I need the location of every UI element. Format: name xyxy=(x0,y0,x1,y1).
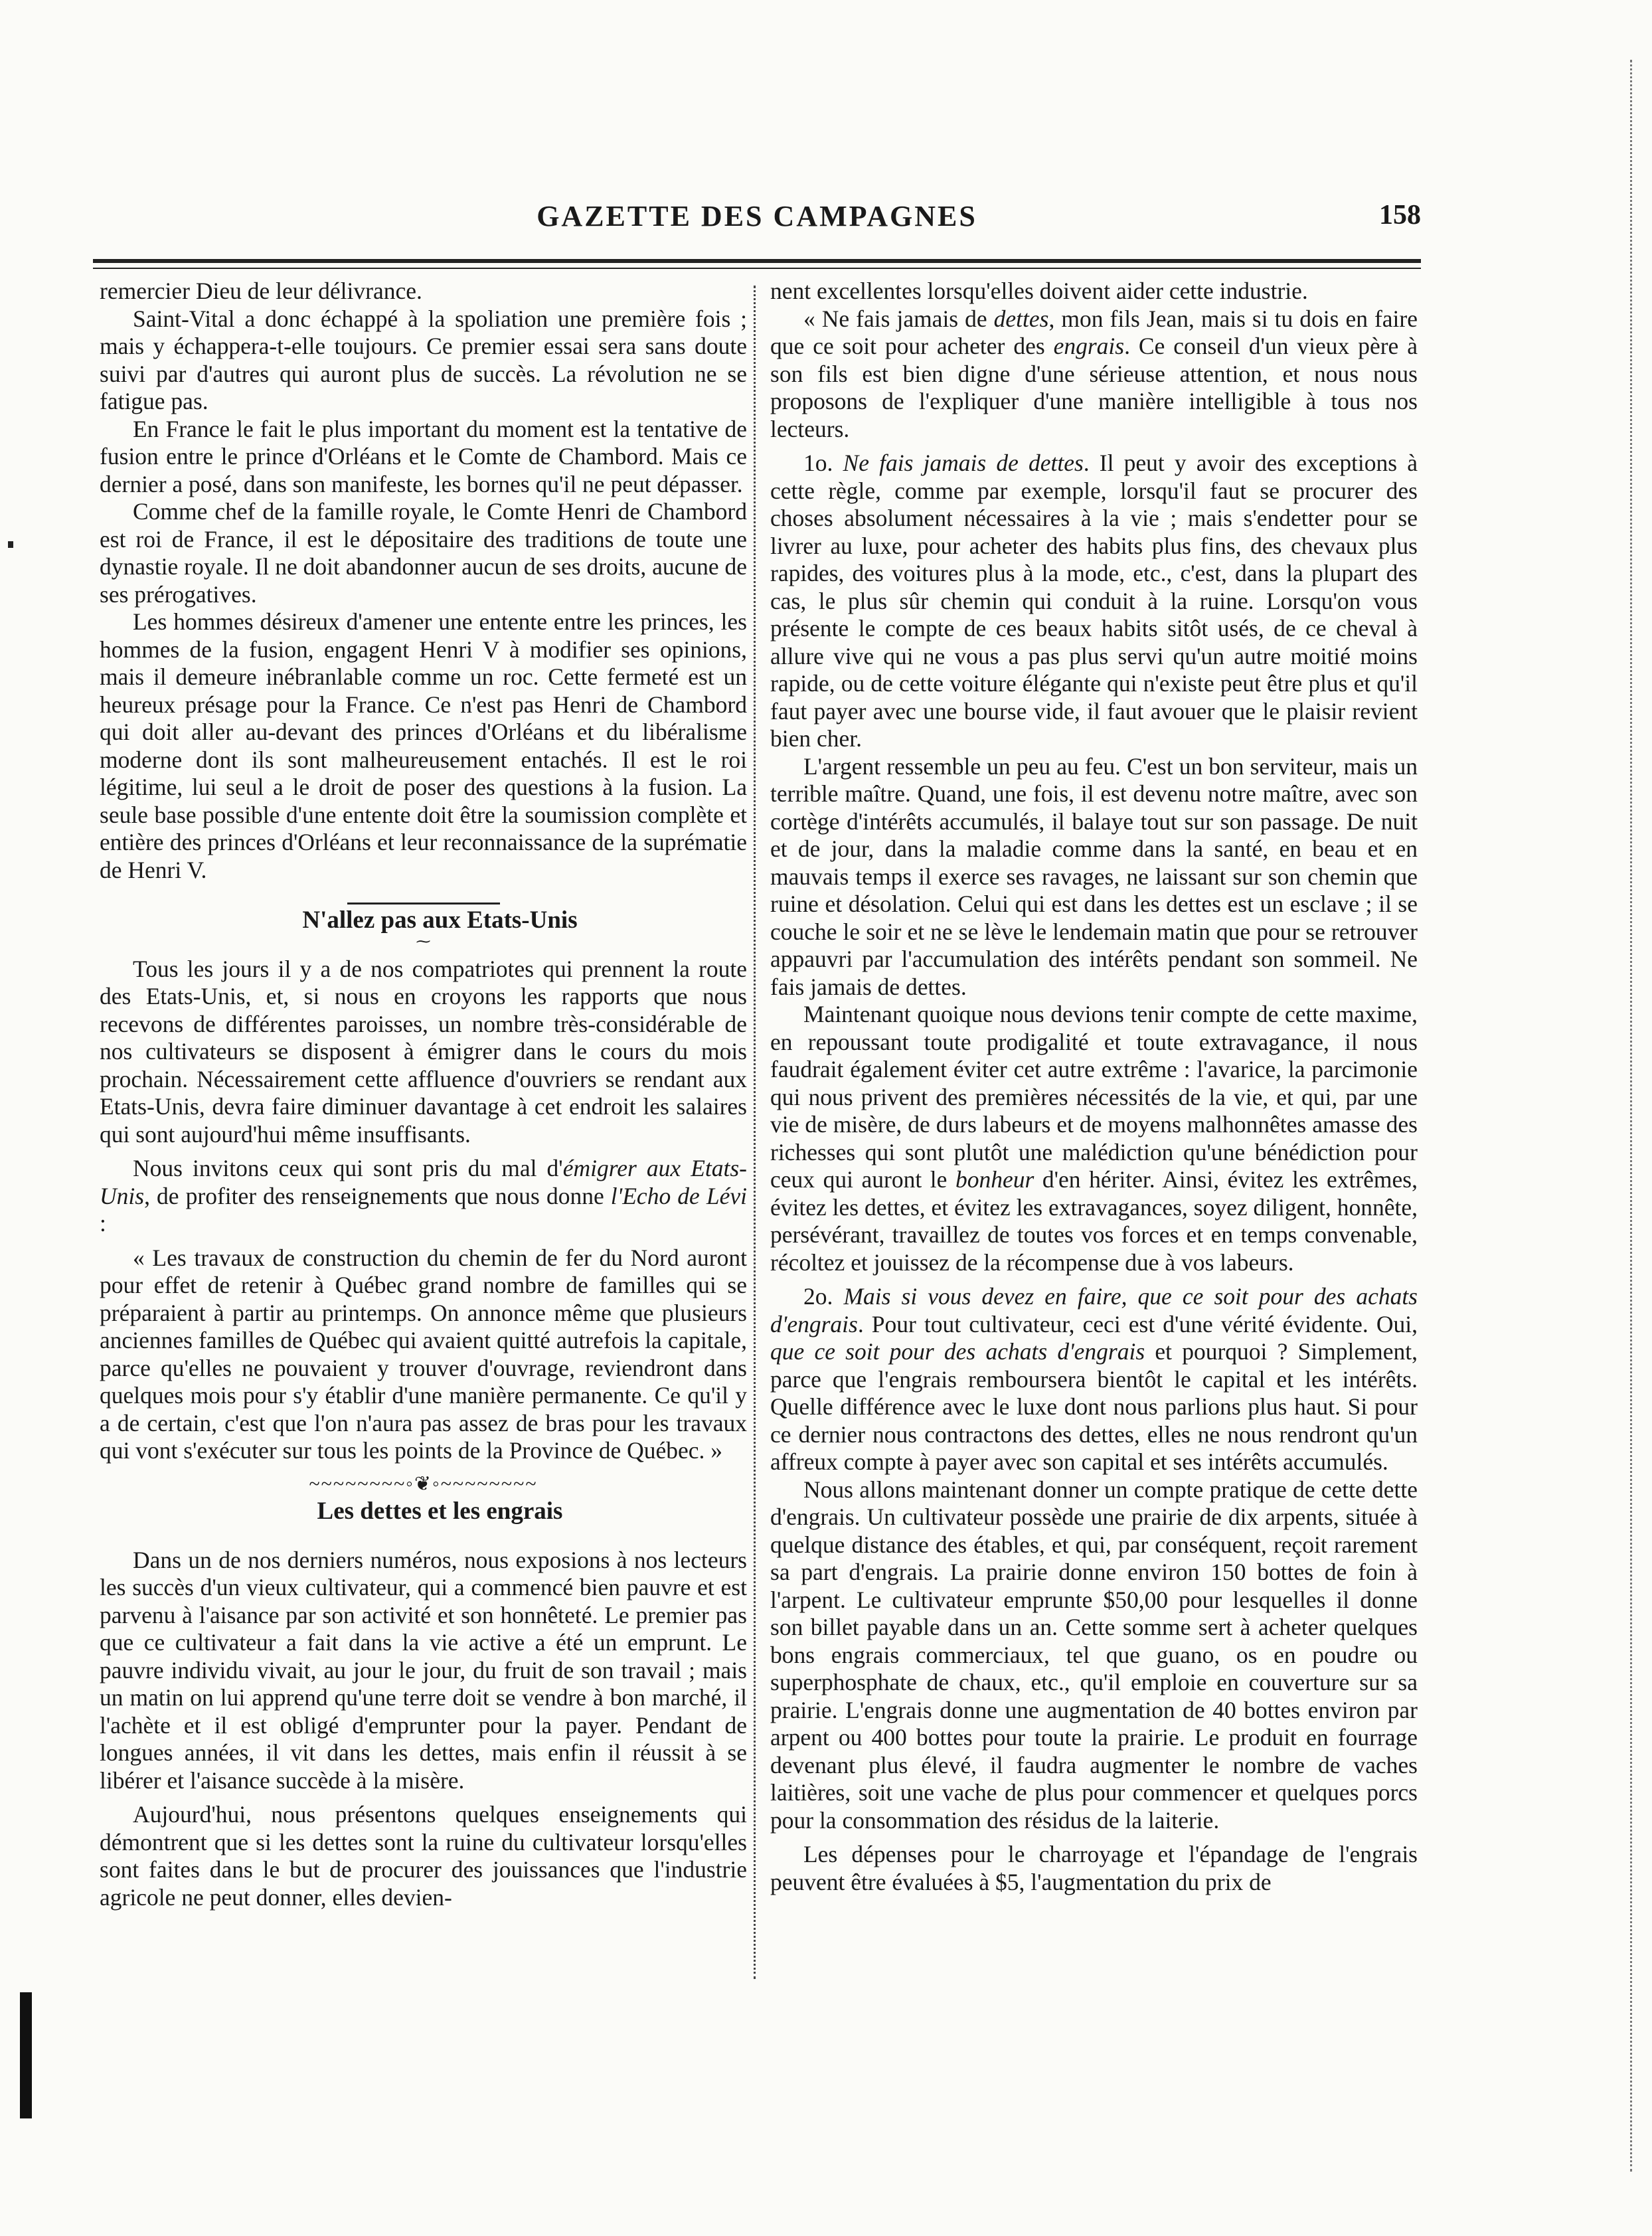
paragraph: Les hommes désireux d'amener une entente entre les princes, les hommes de la fusion, engagent Henri V à modifier ses opinions, mais il demeure inébranlable comme un roc. Cette fermeté est un heureux présage pour la France. Ce n'est pas Henri de Chambord qui doit aller au-devant des princes d'Orléans et du libéralisme moderne dont ils sont malheureusement entachés. Il est le roi légitime, lui seul a le droit de poser des questions à la fusion. La seule base possible d'une entente doit être la soumission complète et entière des princes d'Orléans et leur reconnaissance de la suprématie de Henri V. xyxy=(100,608,747,883)
paragraph: Aujourd'hui, nous présentons quelques enseignements qui démontrent que si les dettes sont la ruine du cultivateur lorsqu'elles sont faites dans le but de procurer des jouissances que l'industrie agricole ne peut donner, elles devien- xyxy=(100,1801,747,1911)
italic-text: bonheur xyxy=(955,1166,1034,1193)
page-edge-dots xyxy=(1630,60,1637,2172)
paragraph: Nous allons maintenant donner un compte pratique de cette dette d'engrais. Un cultivateur possède une prairie de dix arpents, située à quelque distance des étables, et qui, par conséquent, reçoit rarement sa part d'engrais. La prairie donne environ 150 bottes de foin à l'arpent. Le cultivateur emprunte $50,00 pour lesquelles il donne son billet payable dans un an. Cette somme sert à acheter quelques bons engrais commerciaux, tel que guano, os en poudre ou superphosphate de chaux, etc., qu'il emploie en couverture sur sa prairie. L'engrais donne une augmentation de 40 bottes environ par arpent ou 400 bottes pour toute la prairie. Le produit en fourrage devenant plus élevé, il faudra augmenter le nombre de vaches laitières, soit une vache de plus pour commencer et quelques porcs pour la consommation des résidus de la laiterie. xyxy=(770,1476,1418,1834)
paragraph: 1o. Ne fais jamais de dettes. Il peut y avoir des exceptions à cette règle, comme par exemple, lorsqu'il faut se procurer des choses absolument nécessaires à la vie ; mais s'endetter pour se livrer au luxe, pour acheter des habits plus fins, des chevaux plus rapides, des voitures plus à la mode, etc., c'est, dans la plupart des cas, le plus sûr chemin qui conduit à la ruine. Lorsqu'on vous présente le compte de ces beaux habits sitôt usés, de ce cheval à allure vive qui ne vous a pas plus servi qu'un autre moitié moins rapide, ou de cette voiture élégante qui n'existe peut être plus et qu'il faut payer avec une bourse vide, il faut avouer que le plaisir revient bien cher. xyxy=(770,450,1418,752)
paragraph: 2o. Mais si vous devez en faire, que ce soit pour des achats d'engrais. Pour tout cultivateur, ceci est d'une vérité évidente. Oui, que ce soit pour des achats d'engrais et pourquoi ? Simplement, parce que l'engrais remboursera bientôt le capital et les intérêts. Quelle différence avec le luxe dont nous parlions plus haut. Si pour ce dernier nous contractons des dettes, elles ne nous rendront qu'un affreux compte à payer avec son capital et ses intérêts accumulés. xyxy=(770,1283,1418,1475)
paragraph: Dans un de nos derniers numéros, nous exposions à nos lecteurs les succès d'un vieux cultivateur, qui a commencé bien pauvre et est parvenu à l'aisance par son activité et son honnêteté. Le premier pas que ce cultivateur a fait dans la vie active a été un emprunt. Le pauvre individu vivait, au jour le jour, du fruit de son travail ; mais un matin on lui apprend qu'une terre doit se vendre à bon marché, il l'achète et il est obligé d'emprunter pour la payer. Pendant de longues années, il vit dans les dettes, mais enfin il réussit à se libérer et l'aisance succède à la misère. xyxy=(100,1546,747,1794)
paragraph: nent excellentes lorsqu'elles doivent aider cette industrie. xyxy=(770,278,1308,304)
header-rule-thick xyxy=(93,259,1421,263)
italic-text: Ne fais jamais de dettes xyxy=(843,450,1084,476)
paragraph: Tous les jours il y a de nos compatriotes qui prennent la route des Etats-Unis, et, si nous en croyons les rapports que nous recevons de différentes paroisses, un nombre très-considérable de nos cultivateurs se disposent à émigrer dans le cours du mois prochain. Nécessairement cette affluence d'ouvriers se rendant aux Etats-Unis, devra faire diminuer davantage à cet endroit les salaires qui sont aujourd'hui même insuffisants. xyxy=(100,955,747,1148)
section-title-dettes-engrais: Les dettes et les engrais xyxy=(317,1498,563,1525)
page-header xyxy=(93,199,1421,239)
quoted-paragraph: « Les travaux de construction du chemin de fer du Nord auront pour effet de retenir à Québec grand nombre de familles qui se préparaient à partir au printemps. On annonce même que plusieurs anciennes familles de Québec qui avaient quitté autrefois la capitale, parce qu'elles ne pouvaient y trouver d'ouvrage, reviendront dans quelques mois pour s'y établir d'une manière permanente. Ce qu'il y a de certain, c'est que l'on n'aura pas assez de bras pour les travaux qui vont s'exécuter sur tous les points de la Province de Québec. » xyxy=(100,1244,747,1464)
right-column xyxy=(770,278,1418,1896)
page-number: 158 xyxy=(1379,200,1421,230)
column-divider xyxy=(754,286,756,1979)
paragraph: L'argent ressemble un peu au feu. C'est un bon serviteur, mais un terrible maître. Quand, une fois, il est devenu notre maître, avec son cortège d'intérêts accumulés, il balaye tout sur son passage. De nuit et de jour, dans la maladie comme dans la santé, en beau et en mauvais temps il exerce ses ravages, ne laissant sur son chemin que ruine et désolation. Celui qui est dans les dettes est un esclave ; il se couche le soir et ne se lève le lendemain matin que pour se retrouver appauvri par l'accumulation des intérêts pendant son sommeil. Ne fais jamais de dettes. xyxy=(770,752,1418,1000)
italic-text: que ce soit pour des achats d'engrais xyxy=(770,1338,1145,1365)
quoted-paragraph: « Ne fais jamais de dettes, mon fils Jean, mais si tu dois en faire que ce soit pour acheter des engrais. Ce conseil d'un vieux père à son fils est bien digne d'une sérieuse attention, et nous nous proposons de l'expliquer d'une manière intelligible à tous nos lecteurs. xyxy=(770,305,1418,442)
italic-text: Mais si vous devez en faire, que ce soit pour des achats d'engrais xyxy=(770,1283,1418,1337)
italic-text: l'Echo de Lévi xyxy=(610,1182,747,1209)
paragraph: Saint-Vital a donc échappé à la spoliation une première fois ; mais y échappera-t-elle toujours. Ce premier essai sera sans doute suivi par d'autres qui auront plus de succès. La révolution ne se fatigue pas. xyxy=(100,305,747,414)
margin-mark xyxy=(8,541,13,548)
paragraph: En France le fait le plus important du moment est la tentative de fusion entre le prince d'Orléans et le Comte de Chambord. Mais ce dernier a posé, dans son manifeste, les bornes qu'il ne peut dépasser. xyxy=(100,415,747,497)
title-ornament: ⁓ xyxy=(416,932,431,950)
section-title-etats-unis: N'allez pas aux Etats-Unis xyxy=(302,906,578,934)
paragraph: Nous invitons ceux qui sont pris du mal d'émigrer aux Etats-Unis, de profiter des renseignements que nous donne l'Echo de Lévi : xyxy=(100,1155,747,1237)
paragraph: remercier Dieu de leur délivrance. xyxy=(100,278,422,304)
running-title: GAZETTE DES CAMPAGNES xyxy=(537,200,977,232)
paragraph: Comme chef de la famille royale, le Comte Henri de Chambord est roi de France, il est le dépositaire des traditions de toute une dynastie royale. Il ne doit abandonner aucun de ses droits, aucune de ses prérogatives. xyxy=(100,498,747,608)
paragraph: Maintenant quoique nous devions tenir compte de cette maxime, en repoussant toute prodigalité et toute extravagance, il nous faudrait également éviter cet autre extrême : l'avarice, la parcimonie qui nous privent des premières nécessités de la vie, et qui, par une vie de misère, de durs labeurs et de moyens malhonnêtes amasse des richesses qui sont plutôt une malédiction qu'une bénédiction pour ceux qui auront le bonheur d'en hériter. Ainsi, évitez les extrêmes, évitez les dettes, et évitez les extravagances, soyez diligent, honnête, persévérant, travaillez de toutes vos forces et en temps convenable, récoltez et jouissez de la récompense due à vos labeurs. xyxy=(770,1001,1418,1276)
italic-text: dettes xyxy=(993,305,1049,332)
left-column xyxy=(100,278,747,1911)
italic-text: engrais xyxy=(1053,333,1125,359)
section-separator xyxy=(100,888,747,903)
paragraph: Les dépenses pour le charroyage et l'épandage de l'engrais peuvent être évaluées à $5, l'augmentation du prix de xyxy=(770,1841,1418,1895)
decorative-ornament: ~~~~~~~~◦❦◦~~~~~~~~ xyxy=(309,1472,538,1495)
italic-text: émigrer aux Etats-Unis xyxy=(100,1155,747,1209)
margin-bar xyxy=(20,1992,32,2118)
title-ornament xyxy=(100,1525,747,1540)
header-rule-thin xyxy=(93,268,1421,269)
